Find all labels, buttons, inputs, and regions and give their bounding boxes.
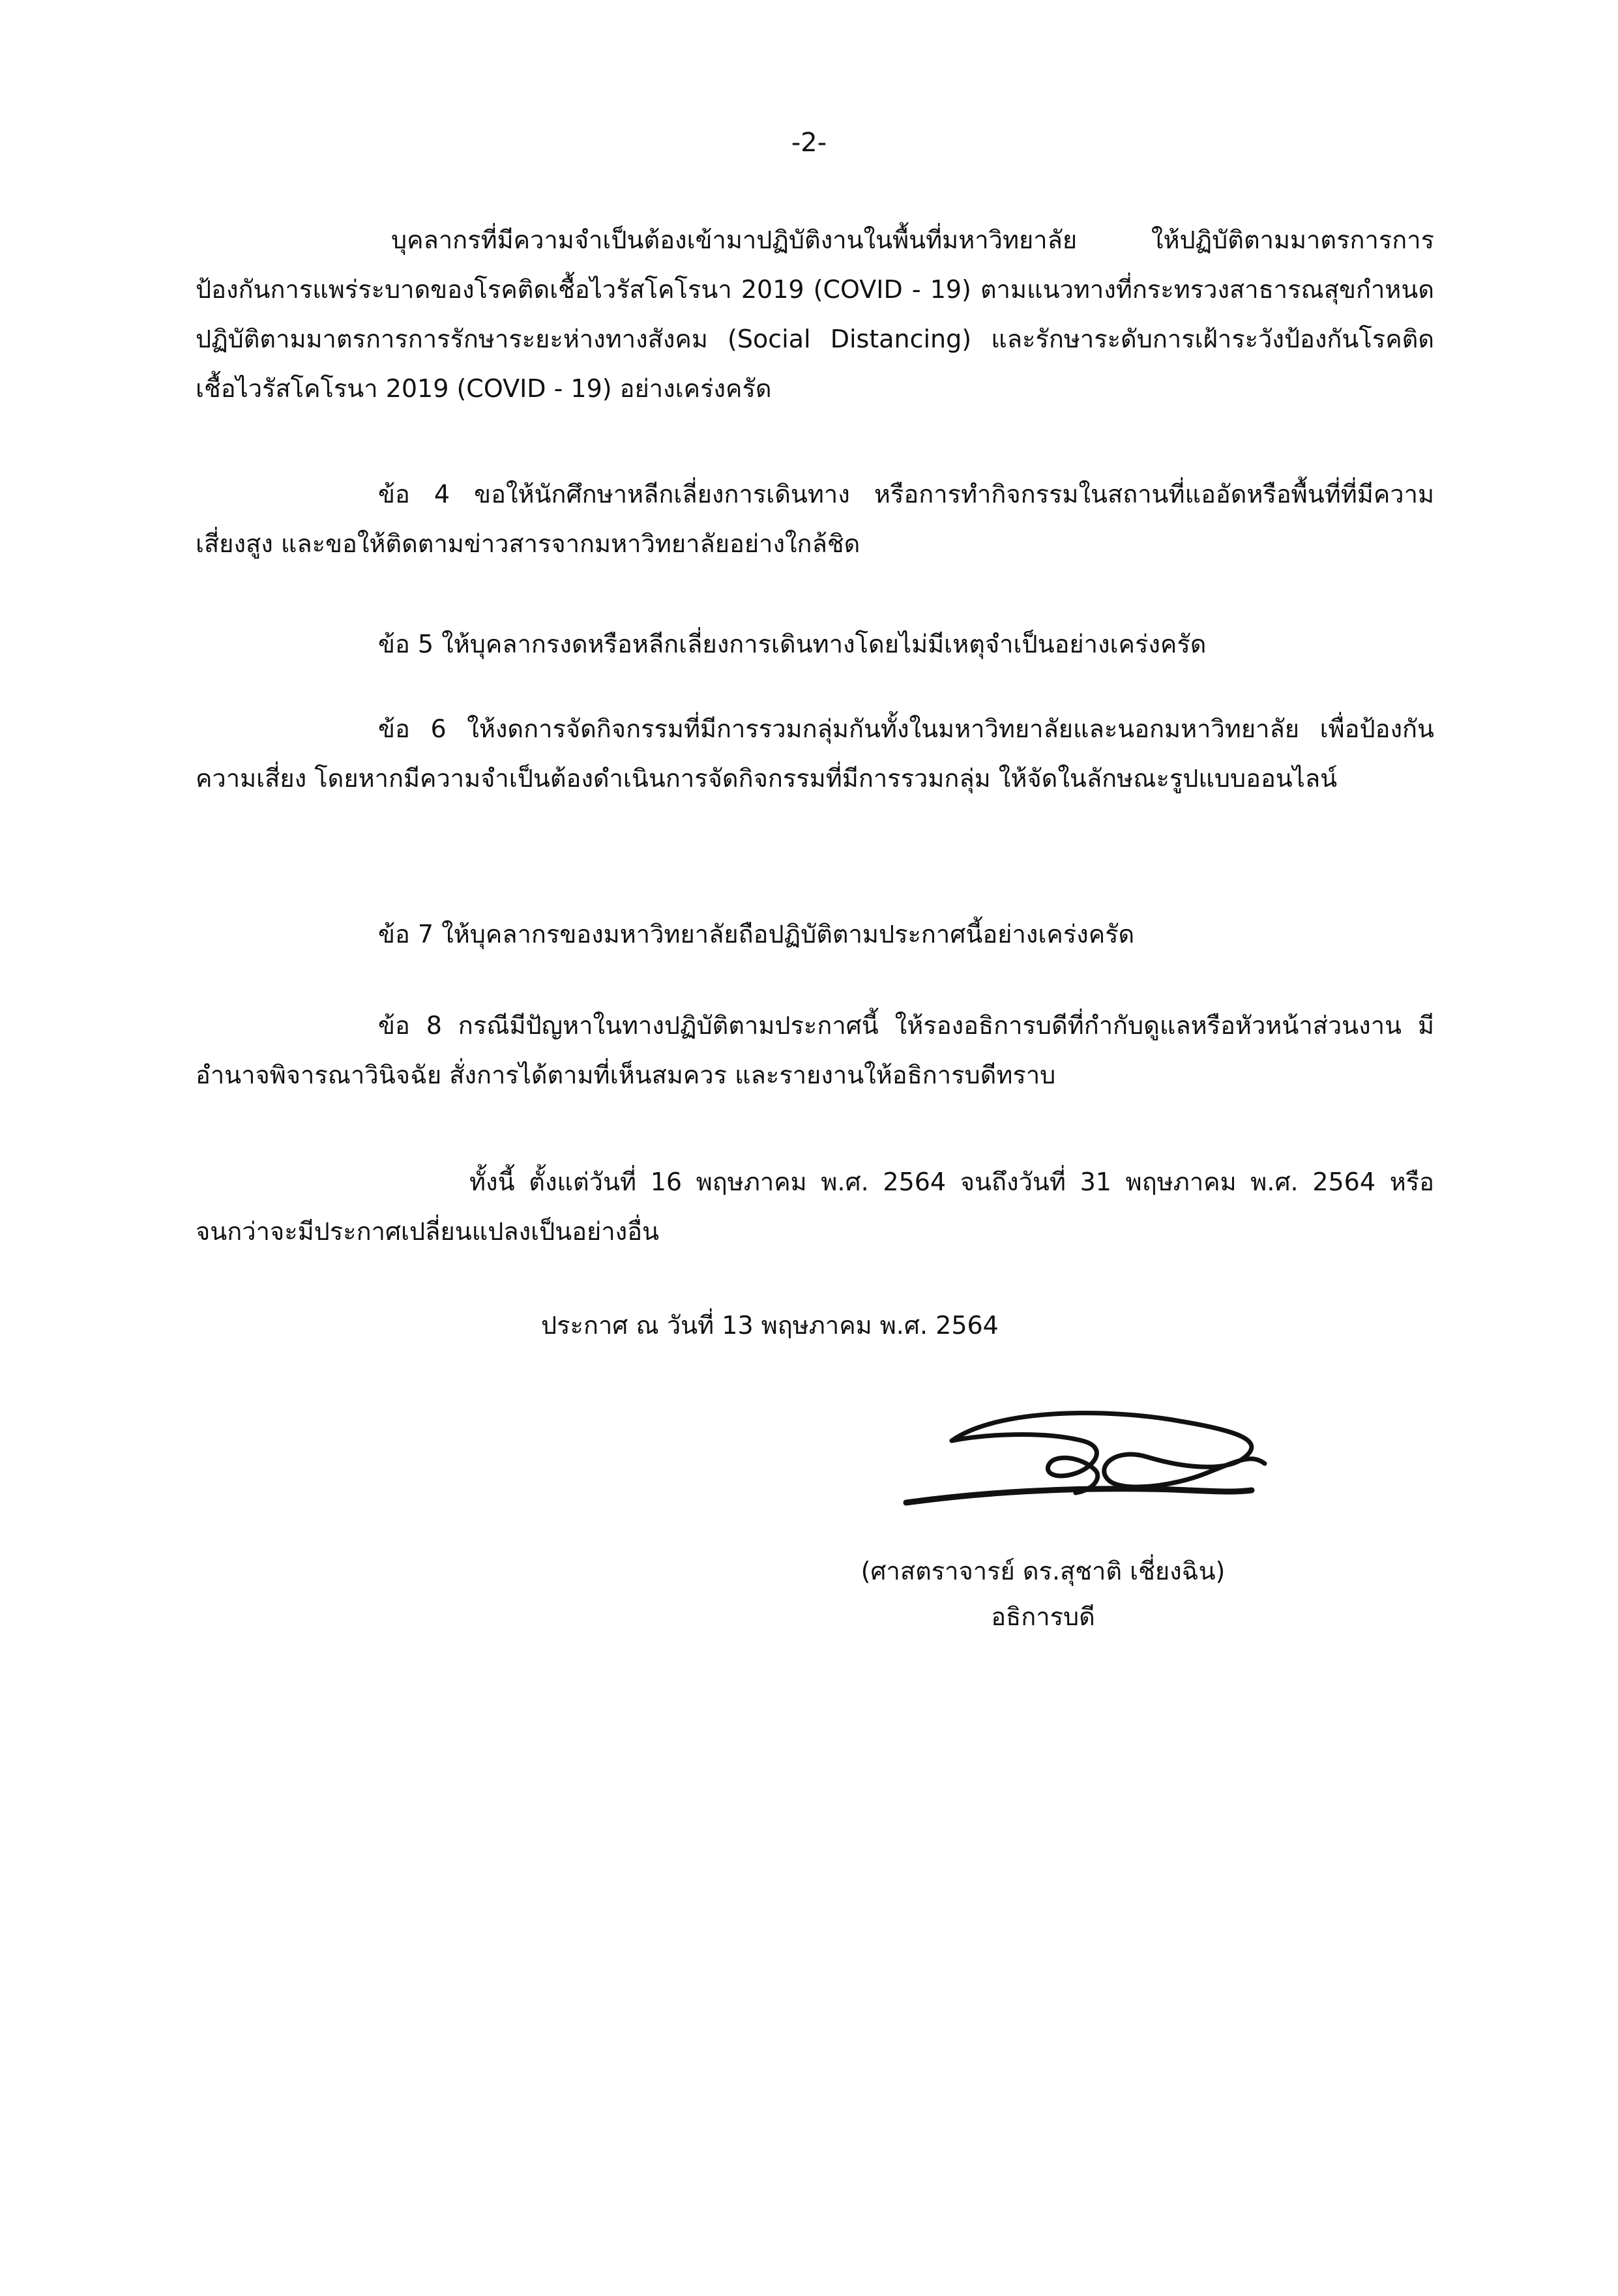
announcement-date: ประกาศ ณ วันที่ 13 พฤษภาคม พ.ศ. 2564	[541, 1311, 999, 1340]
paragraph-text: ทั้งนี้ ตั้งแต่วันที่ 16 พฤษภาคม พ.ศ. 2564 จนถึงวันที่ 31 พฤษภาคม พ.ศ. 2564 หรือจนกว่าจะมีประกาศเปลี่ยนแปลงเป็นอย่างอื่น	[196, 1168, 1434, 1246]
paragraph-clause-5	[196, 619, 1434, 669]
paragraph-clause-6	[196, 704, 1434, 803]
paragraph-personnel-measures	[196, 215, 1434, 413]
paragraph-text: บุคลากรที่มีความจำเป็นต้องเข้ามาปฏิบัติงานในพื้นที่มหาวิทยาลัย ให้ปฏิบัติตามมาตรการการป้องกันการแพร่ระบาดของโรคติดเชื้อไวรัสโคโรนา 2019 (COVID - 19) ตามแนวทางที่กระทรวงสาธารณสุขกำหนด ปฏิบัติตามมาตรการการรักษาระยะห่างทางสังคม (Social Distancing) และรักษาระดับการเฝ้าระวังป้องกันโรคติดเชื้อไวรัสโคโรนา 2019 (COVID - 19) อย่างเคร่งครัด	[196, 226, 1434, 403]
signer-block	[815, 1548, 1271, 1640]
paragraph-text: ข้อ 4 ขอให้นักศึกษาหลีกเลี่ยงการเดินทาง หรือการทำกิจกรรมในสถานที่แออัดหรือพื้นที่ที่มีความเสี่ยงสูง และขอให้ติดตามข่าวสารจากมหาวิทยาลัยอย่างใกล้ชิด	[196, 480, 1434, 558]
paragraph-text: ข้อ 6 ให้งดการจัดกิจกรรมที่มีการรวมกลุ่มกันทั้งในมหาวิทยาลัยและนอกมหาวิทยาลัย เพื่อป้องกันความเสี่ยง โดยหากมีความจำเป็นต้องดำเนินการจัดกิจกรรมที่มีการรวมกลุ่ม ให้จัดในลักษณะรูปแบบออนไลน์	[196, 714, 1434, 793]
signer-title: อธิการบดี	[991, 1602, 1095, 1631]
page-number: -2-	[791, 128, 827, 158]
paragraph-text: ข้อ 8 กรณีมีปัญหาในทางปฏิบัติตามประกาศนี้ ให้รองอธิการบดีที่กำกับดูแลหรือหัวหน้าส่วนงาน มีอำนาจพิจารณาวินิจฉัย สั่งการได้ตามที่เห็นสมควร และรายงานให้อธิการบดีทราบ	[196, 1011, 1434, 1089]
paragraph-clause-8	[196, 1001, 1434, 1100]
paragraph-clause-4	[196, 469, 1434, 568]
paragraph-text: ข้อ 7 ให้บุคลากรของมหาวิทยาลัยถือปฏิบัติตามประกาศนี้อย่างเคร่งครัด	[378, 920, 1135, 949]
paragraph-effective-period	[196, 1157, 1434, 1256]
paragraph-clause-7	[196, 909, 1434, 959]
paragraph-text: ข้อ 5 ให้บุคลากรงดหรือหลีกเลี่ยงการเดินทางโดยไม่มีเหตุจำเป็นอย่างเคร่งครัด	[378, 630, 1207, 658]
handwritten-signature	[900, 1395, 1291, 1525]
signer-name: (ศาสตราจารย์ ดร.สุชาติ เชี่ยงฉิน)	[860, 1557, 1226, 1585]
